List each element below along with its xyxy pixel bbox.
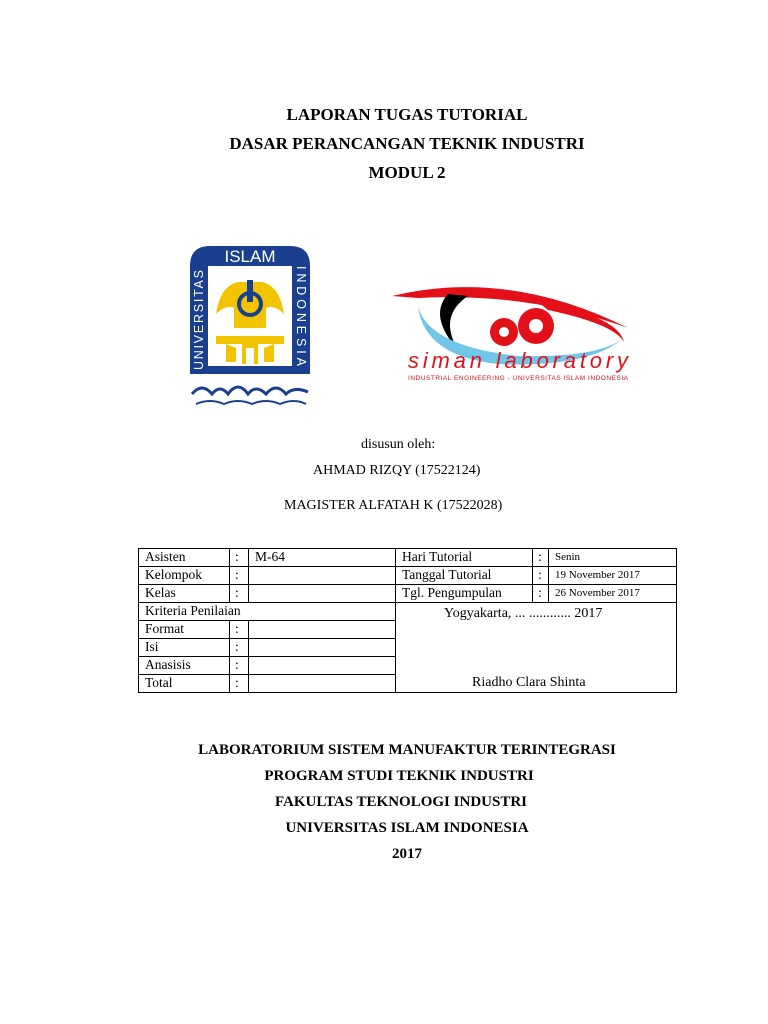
report-title (0, 100, 768, 187)
label-tgl-pengumpulan: Tgl. Pengumpulan (396, 585, 533, 603)
uii-left-text: UNIVERSITAS (192, 270, 206, 370)
authors-label: disusun oleh: (361, 437, 436, 452)
colon: : (230, 549, 249, 567)
uii-right-text: INDONESIA (294, 266, 308, 366)
sign-name: Riadho Clara Shinta (472, 675, 586, 690)
lab-subtitle: INDUSTRIAL ENGINEERING - UNIVERSITAS ISLAM INDONESIA (408, 375, 628, 382)
criteria-anasisis-value (249, 657, 396, 675)
value-tanggal-tutorial: 19 November 2017 (549, 567, 677, 585)
criteria-isi-value (249, 639, 396, 657)
sign-date: Yogyakarta, ... ............ 2017 (444, 606, 603, 621)
uii-arabic-script (192, 387, 308, 394)
value-kelas (249, 585, 396, 603)
author-1: AHMAD RIZQY (17522124) (313, 463, 481, 478)
criteria-header: Kriteria Penilaian (139, 603, 396, 621)
assessment-table (138, 548, 677, 693)
criteria-total: Total (139, 675, 230, 693)
criteria-format-value (249, 621, 396, 639)
title-line-3: MODUL 2 (368, 163, 446, 182)
footer-line-3: FAKULTAS TEKNOLOGI INDUSTRI (274, 794, 527, 810)
value-kelompok (249, 567, 396, 585)
colon: : (230, 657, 249, 675)
value-asisten: M-64 (249, 549, 396, 567)
lab-wordmark: siman laboratory (408, 348, 628, 373)
table-row (139, 549, 677, 567)
footer-line-1: LABORATORIUM SISTEM MANUFAKTUR TERINTEGRASI (198, 742, 616, 758)
footer-line-5: 2017 (392, 846, 422, 862)
colon: : (230, 675, 249, 693)
gear-icon (490, 308, 554, 346)
institution-footer (0, 737, 768, 867)
uii-logo (186, 244, 314, 412)
label-hari-tutorial: Hari Tutorial (396, 549, 533, 567)
title-line-2: DASAR PERANCANGAN TEKNIK INDUSTRI (229, 134, 585, 153)
uii-top-text: ISLAM (224, 247, 276, 266)
colon: : (230, 567, 249, 585)
table-row (139, 585, 677, 603)
label-tanggal-tutorial: Tanggal Tutorial (396, 567, 533, 585)
colon: : (230, 621, 249, 639)
value-hari-tutorial: Senin (549, 549, 677, 567)
table-row (139, 603, 677, 621)
signature-cell (396, 603, 677, 693)
label-kelompok: Kelompok (139, 567, 230, 585)
colon: : (230, 639, 249, 657)
author-2: MAGISTER ALFATAH K (17522028) (284, 498, 503, 513)
criteria-total-value (249, 675, 396, 693)
table-row (139, 567, 677, 585)
colon: : (533, 549, 549, 567)
colon: : (533, 585, 549, 603)
footer-line-4: UNIVERSITAS ISLAM INDONESIA (285, 820, 529, 836)
colon: : (230, 585, 249, 603)
siman-lab-logo (388, 276, 634, 388)
value-tgl-pengumpulan: 26 November 2017 (549, 585, 677, 603)
footer-line-2: PROGRAM STUDI TEKNIK INDUSTRI (264, 768, 534, 784)
label-kelas: Kelas (139, 585, 230, 603)
label-asisten: Asisten (139, 549, 230, 567)
colon: : (533, 567, 549, 585)
criteria-isi: Isi (139, 639, 230, 657)
title-line-1: LAPORAN TUGAS TUTORIAL (286, 105, 528, 124)
criteria-format: Format (139, 621, 230, 639)
criteria-anasisis: Anasisis (139, 657, 230, 675)
